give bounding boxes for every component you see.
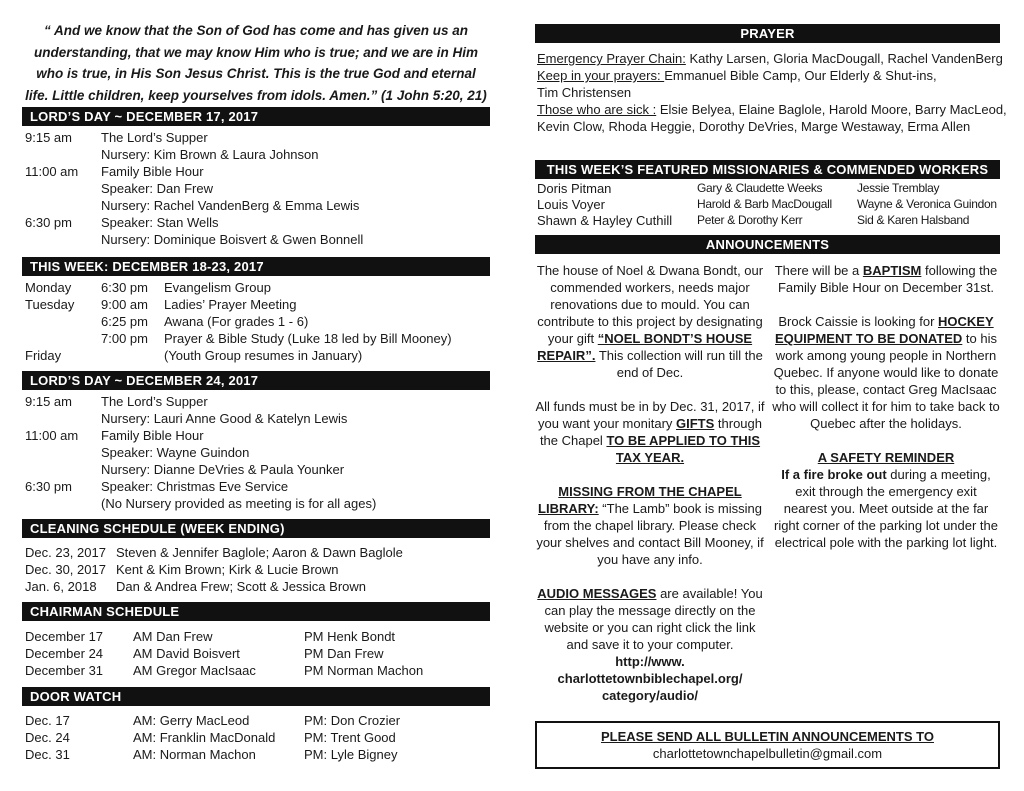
cleaning-date: Jan. 6, 2018	[25, 579, 97, 594]
prayer-keep-cont: Tim Christensen	[537, 85, 632, 100]
prayer-sick	[537, 101, 1007, 118]
missionary-name: Harold & Barb MacDougall	[697, 197, 832, 211]
dec17-text: Nursery: Dominique Boisvert & Gwen Bonnell	[101, 232, 364, 247]
doorwatch-am: AM: Franklin MacDonald	[133, 730, 276, 745]
doorwatch-am: AM: Gerry MacLeod	[133, 713, 250, 728]
thisweek-header: THIS WEEK: DECEMBER 18-23, 2017	[22, 257, 490, 276]
announcements-right	[772, 262, 1000, 551]
missionary-name: Wayne & Veronica Guindon	[857, 197, 997, 211]
dec24-time: 6:30 pm	[25, 479, 72, 494]
footer-title: PLEASE SEND ALL BULLETIN ANNOUNCEMENTS TO	[601, 729, 934, 744]
dec24-text: Nursery: Dianne DeVries & Paula Younker	[101, 462, 345, 477]
chairman-date: December 24	[25, 646, 104, 661]
dec17-text: Speaker: Stan Wells	[101, 215, 219, 230]
missionary-name: Gary & Claudette Weeks	[697, 181, 823, 195]
missionary-name: Peter & Dorothy Kerr	[697, 213, 803, 227]
cleaning-date: Dec. 23, 2017	[25, 545, 106, 560]
missionaries-header: THIS WEEK’S FEATURED MISSIONARIES & COMMENDED WORKERS	[535, 160, 1000, 179]
chairman-am: AM Dan Frew	[133, 629, 213, 644]
footer-email[interactable]: charlottetownchapelbulletin@gmail.com	[652, 746, 883, 761]
prayer-sick-cont: Kevin Clow, Rhoda Heggie, Dorothy DeVries, Marge Westaway, Erma Allen	[537, 119, 971, 134]
dec17-text: The Lord’s Supper	[101, 130, 208, 145]
chairman-am: AM Gregor MacIsaac	[133, 663, 256, 678]
doorwatch-am: AM: Norman Machon	[133, 747, 256, 762]
dec24-text: Speaker: Christmas Eve Service	[101, 479, 289, 494]
doorwatch-date: Dec. 24	[25, 730, 70, 745]
thisweek-time: 7:00 pm	[101, 331, 148, 346]
dec24-text: The Lord’s Supper	[101, 394, 208, 409]
bondt-announcement: The house of Noel & Dwana Bondt, our commended workers, needs major renovations due to mould. You can contribute to this project by designating your gift “NOEL BONDT’S HOUSE REPAIR”. This collection will run till the end of Dec.	[536, 263, 764, 380]
dec24-text: Nursery: Lauri Anne Good & Katelyn Lewis	[101, 411, 348, 426]
dec17-header: LORD’S DAY ~ DECEMBER 17, 2017	[22, 107, 490, 126]
dec17-time: 9:15 am	[25, 130, 72, 145]
thisweek-time: 6:30 pm	[101, 280, 148, 295]
thisweek-day: Friday	[25, 348, 62, 363]
audio-link[interactable]: http://www. charlottetownbiblechapel.org/ category/audio/	[557, 654, 743, 703]
thisweek-text: Evangelism Group	[164, 280, 271, 295]
dec24-time: 11:00 am	[25, 428, 79, 443]
dec17-text: Nursery: Kim Brown & Laura Johnson	[101, 147, 319, 162]
doorwatch-date: Dec. 17	[25, 713, 70, 728]
doorwatch-pm: PM: Trent Good	[304, 730, 396, 745]
chairman-pm: PM Henk Bondt	[304, 629, 396, 644]
chairman-date: December 17	[25, 629, 104, 644]
footer-box	[535, 721, 1000, 769]
cleaning-text: Kent & Kim Brown; Kirk & Lucie Brown	[116, 562, 339, 577]
thisweek-text: Awana (For grades 1 - 6)	[164, 314, 309, 329]
dec24-text: Speaker: Wayne Guindon	[101, 445, 250, 460]
dec17-text: Nursery: Rachel VandenBerg & Emma Lewis	[101, 198, 360, 213]
prayer-chain	[537, 50, 1003, 67]
chairman-date: December 31	[25, 663, 104, 678]
dec24-text: Family Bible Hour	[101, 428, 204, 443]
thisweek-day: Tuesday	[25, 297, 75, 312]
missionary-name: Shawn & Hayley Cuthill	[537, 213, 673, 228]
prayer-keep-label: Keep in your prayers:	[537, 68, 665, 83]
scripture-verse: “ And we know that the Son of God has come and has given us an understanding, that we may know Him who is true; and we are in Him who is true, in His Son Jesus Christ. This is the true God and eternal life. Little children, keep yourselves from idols. Amen.” (1 John 5:20, 21)	[25, 23, 487, 103]
doorwatch-date: Dec. 31	[25, 747, 70, 762]
prayer-keep-text: Emmanuel Bible Camp, Our Elderly & Shut-ins,	[664, 68, 937, 83]
thisweek-time: 6:25 pm	[101, 314, 148, 329]
dec17-text: Speaker: Dan Frew	[101, 181, 213, 196]
prayer-sick-label: Those who are sick :	[537, 102, 657, 117]
doorwatch-pm: PM: Don Crozier	[304, 713, 401, 728]
missionary-name: Doris Pitman	[537, 181, 612, 196]
funds-announcement: All funds must be in by Dec. 31, 2017, if you want your monitary GIFTS through the Chapel TO BE APPLIED TO THIS TAX YEAR.	[535, 399, 765, 465]
bondt-fund-name: “NOEL BONDT’S HOUSE REPAIR”.	[537, 331, 753, 363]
audio-announcement: AUDIO MESSAGES are available! You can play the message directly on the website or you can right click the link and save it to your computer. http://www. charlottetownbiblechapel.org/ category/audio/	[535, 585, 765, 704]
missionary-name: Jessie Tremblay	[857, 181, 940, 195]
announcements-left	[535, 262, 765, 721]
thisweek-text: (Youth Group resumes in January)	[164, 348, 363, 363]
safety-title: A SAFETY REMINDER	[817, 450, 955, 465]
prayer-header: PRAYER	[535, 24, 1000, 43]
cleaning-header: CLEANING SCHEDULE (WEEK ENDING)	[22, 519, 490, 538]
hockey-announcement: Brock Caissie is looking for HOCKEY EQUIPMENT TO BE DONATED to his work among young people in Northern Quebec. If anyone would like to donate to this, please, contact Greg MacIsaac who will collect it for him to take back to Quebec after the holidays.	[772, 314, 1000, 431]
thisweek-time: 9:00 am	[101, 297, 148, 312]
dec17-time: 6:30 pm	[25, 215, 72, 230]
doorwatch-pm: PM: Lyle Bigney	[304, 747, 398, 762]
prayer-chain-label: Emergency Prayer Chain:	[537, 51, 686, 66]
chairman-pm: PM Dan Frew	[304, 646, 384, 661]
prayer-chain-text: Kathy Larsen, Gloria MacDougall, Rachel VandenBerg	[685, 51, 1003, 66]
thisweek-day: Monday	[25, 280, 72, 295]
cleaning-text: Dan & Andrea Frew; Scott & Jessica Brown	[116, 579, 366, 594]
missing-book-announcement: MISSING FROM THE CHAPEL LIBRARY: “The Lamb” book is missing from the chapel library. Please check your shelves and contact Bill Mooney, if you have any info.	[536, 484, 764, 567]
baptism-announcement: There will be a BAPTISM following the Family Bible Hour on December 31st.	[774, 263, 998, 295]
dec17-time: 11:00 am	[25, 164, 79, 179]
thisweek-text: Ladies’ Prayer Meeting	[164, 297, 297, 312]
prayer-sick-text: Elsie Belyea, Elaine Baglole, Harold Moore, Barry MacLeod,	[656, 102, 1007, 117]
announcements-header: ANNOUNCEMENTS	[535, 235, 1000, 254]
safety-text: If a fire broke out during a meeting, exit through the emergency exit nearest you. Meet outside at the far right corner of the parking lot under the electrical pole with the parking lot light.	[773, 467, 999, 550]
dec24-time: 9:15 am	[25, 394, 72, 409]
cleaning-text: Steven & Jennifer Baglole; Aaron & Dawn Baglole	[116, 545, 403, 560]
cleaning-date: Dec. 30, 2017	[25, 562, 106, 577]
dec24-header: LORD’S DAY ~ DECEMBER 24, 2017	[22, 371, 490, 390]
chairman-pm: PM Norman Machon	[304, 663, 424, 678]
thisweek-text: Prayer & Bible Study (Luke 18 led by Bill Mooney)	[164, 331, 452, 346]
chairman-header: CHAIRMAN SCHEDULE	[22, 602, 490, 621]
missionary-name: Louis Voyer	[537, 197, 605, 212]
chairman-am: AM David Boisvert	[133, 646, 240, 661]
dec24-text: (No Nursery provided as meeting is for all ages)	[101, 496, 377, 511]
missionary-name: Sid & Karen Halsband	[857, 213, 970, 227]
doorwatch-header: DOOR WATCH	[22, 687, 490, 706]
prayer-keep	[537, 67, 937, 84]
dec17-text: Family Bible Hour	[101, 164, 204, 179]
